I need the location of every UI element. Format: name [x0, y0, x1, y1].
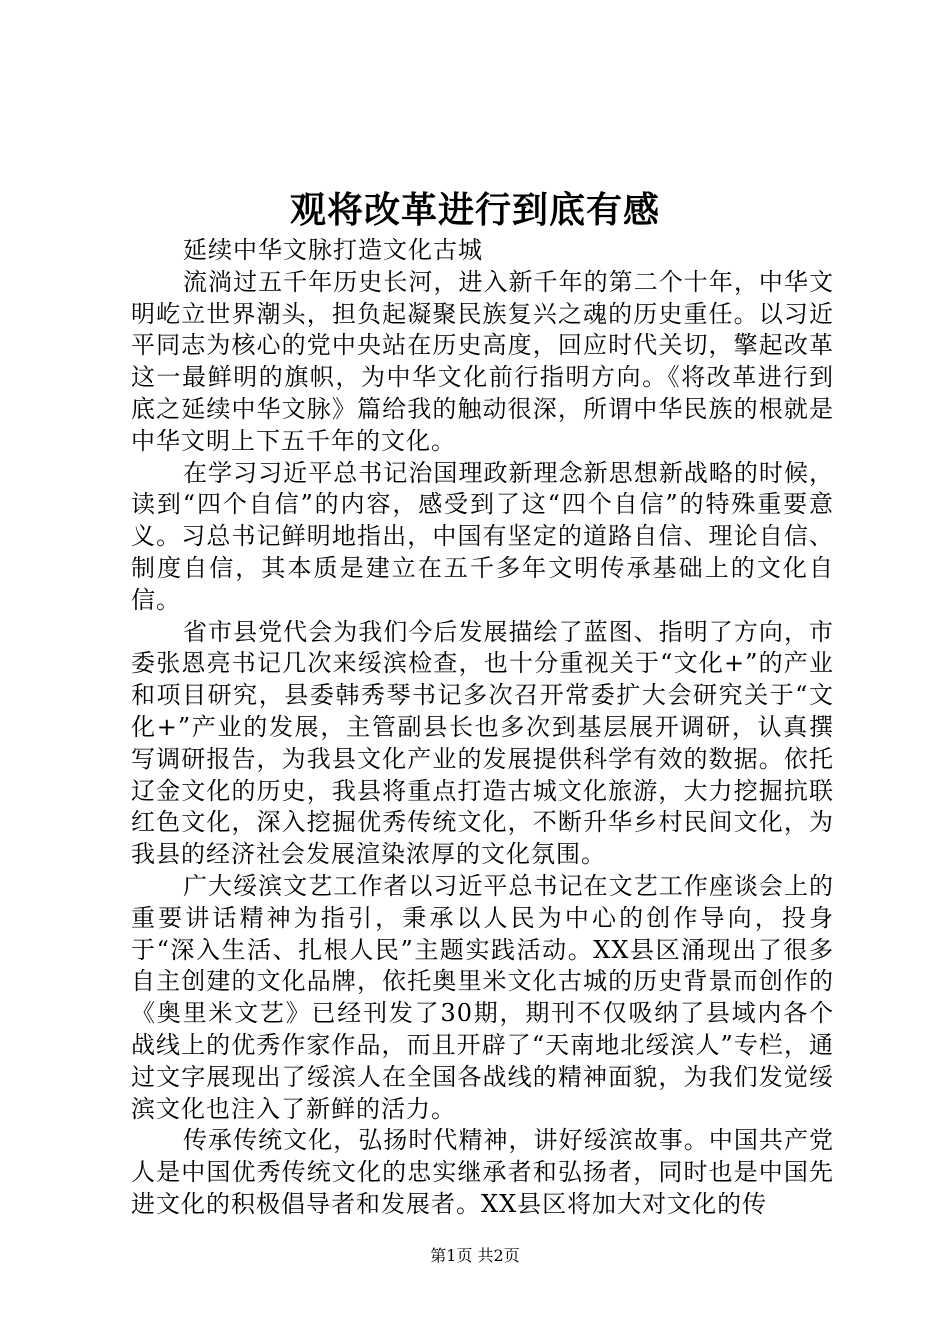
page-footer: 第1页 共2页 — [430, 1246, 520, 1265]
section-heading: 延续中华文脉打造文化古城 — [183, 236, 483, 264]
document-body — [131, 235, 834, 1221]
paragraph: 传承传统文化，弘扬时代精神，讲好绥滨故事。中国共产党人是中国优秀传统文化的忠实继承者和弘扬者，同时也是中国先进文化的积极倡导者和发展者。XX县区将加大对文化的传 — [131, 1126, 834, 1218]
paragraph: 在学习习近平总书记治国理政新理念新思想新战略的时候，读到“四个自信”的内容，感受到了这“四个自信”的特殊重要意义。习总书记鲜明地指出，中国有坚定的道路自信、理论自信、制度自信，其本质是建立在五千多年文明传承基础上的文化自信。 — [131, 458, 834, 614]
paragraph: 广大绥滨文艺工作者以习近平总书记在文艺工作座谈会上的重要讲话精神为指引，秉承以人民为中心的创作导向，投身于“深入生活、扎根人民”主题实践活动。XX县区涌现出了很多自主创建的文化品牌，依托奥里米文化古城的历史背景而创作的《奥里米文艺》已经刊发了30期，期刊不仅吸纳了县域内各个战线上的优秀作家作品，而且开辟了“天南地北绥滨人”专栏，通过文字展现出了绥滨人在全国各战线的精神面貌，为我们发觉绥滨文化也注入了新鲜的活力。 — [131, 871, 834, 1123]
paragraph: 省市县党代会为我们今后发展描绘了蓝图、指明了方向，市委张恩亮书记几次来绥滨检查，也十分重视关于“文化+”的产业和项目研究，县委韩秀琴书记多次召开常委扩大会研究关于“文化+”产业的发展，主管副县长也多次到基层展开调研，认真撰写调研报告，为我县文化产业的发展提供科学有效的数据。依托辽金文化的历史，我县将重点打造古城文化旅游，大力挖掘抗联红色文化，深入挖掘优秀传统文化，不断升华乡村民间文化，为我县的经济社会发展渲染浓厚的文化氛围。 — [131, 617, 834, 869]
paragraph: 流淌过五千年历史长河，进入新千年的第二个十年，中华文明屹立世界潮头，担负起凝聚民族复兴之魂的历史重任。以习近平同志为核心的党中央站在历史高度，回应时代关切，擎起改革这一最鲜明的旗帜，为中华文化前行指明方向。《将改革进行到底之延续中华文脉》篇给我的触动很深，所谓中华民族的根就是中华文明上下五千年的文化。 — [131, 267, 834, 455]
document-title: 观将改革进行到底有感 — [289, 189, 660, 231]
